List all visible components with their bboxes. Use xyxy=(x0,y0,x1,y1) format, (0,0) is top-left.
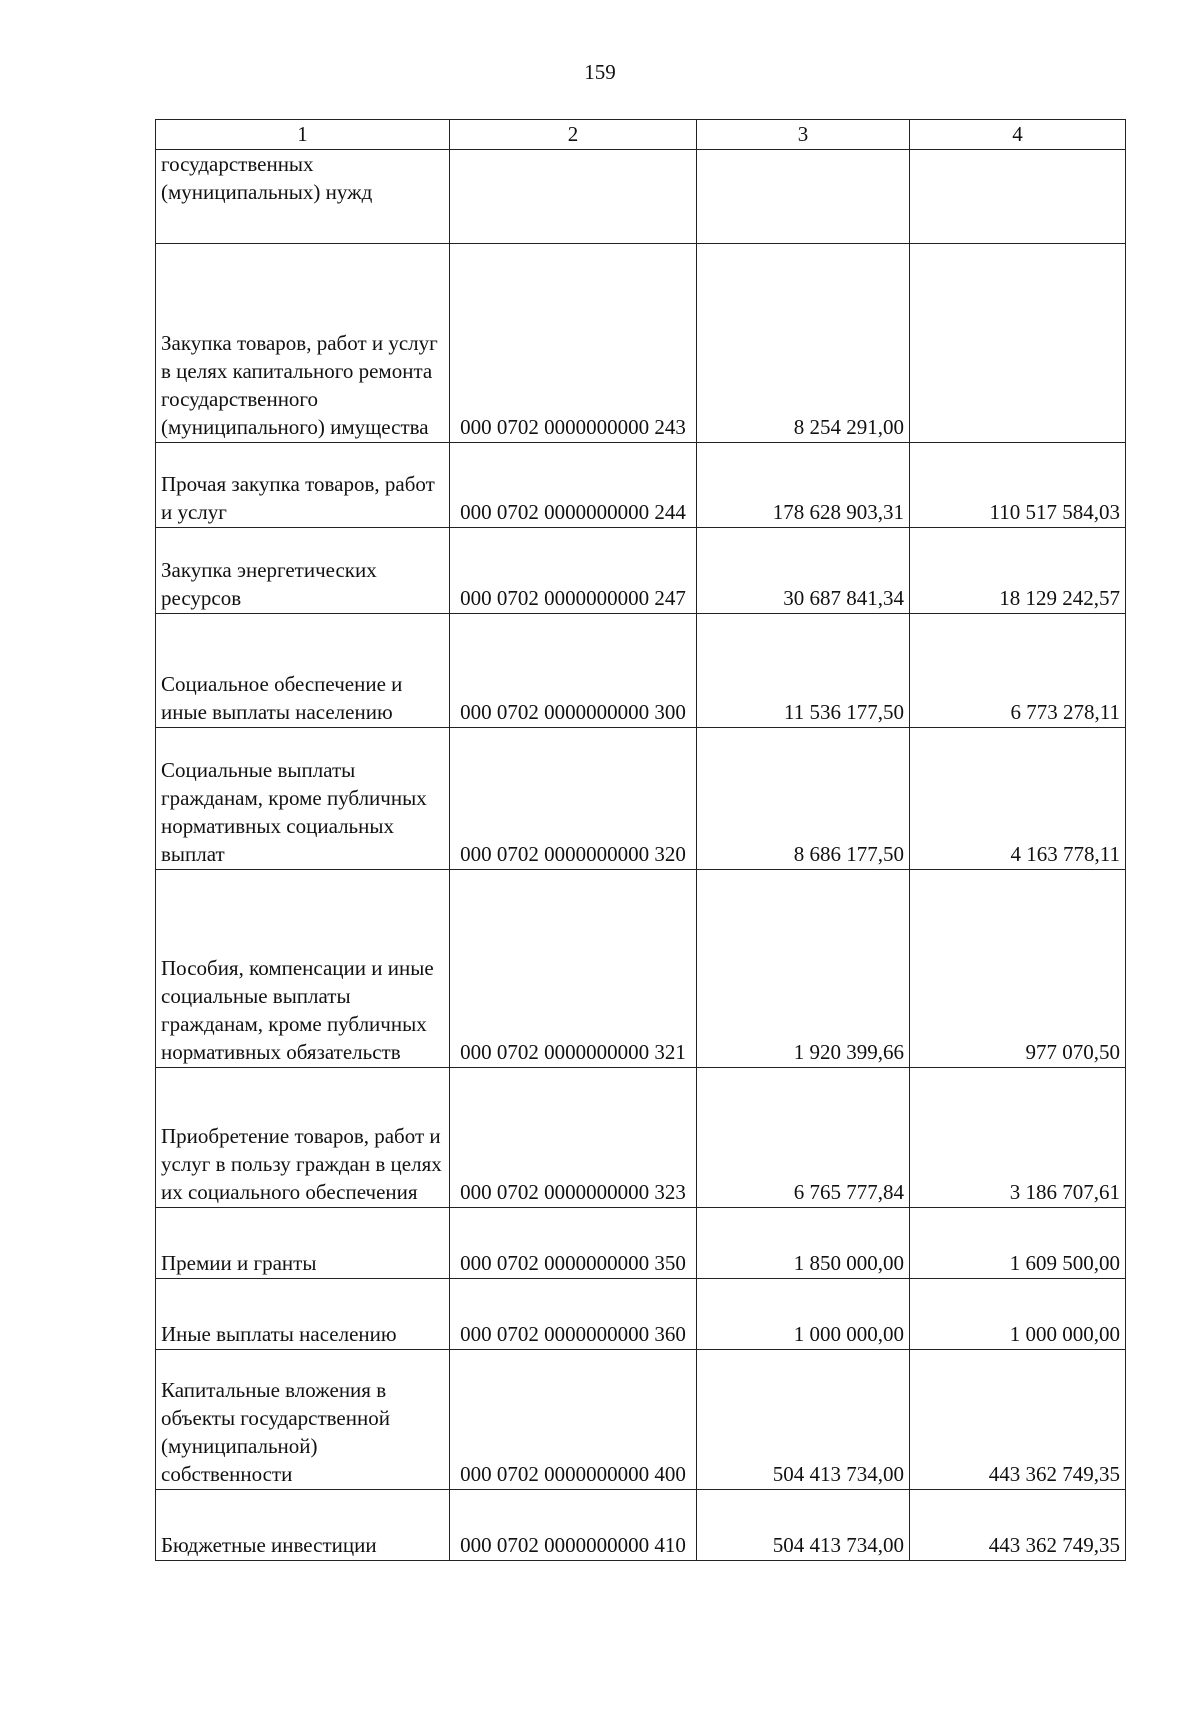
table-row xyxy=(156,1208,1126,1279)
table-row xyxy=(156,1068,1126,1208)
table-row xyxy=(156,1350,1126,1490)
row-code: 000 0702 0000000000 410 xyxy=(450,1490,697,1561)
table-row xyxy=(156,728,1126,870)
row-value: 504 413 734,00 xyxy=(697,1490,910,1561)
row-code: 000 0702 0000000000 300 xyxy=(450,614,697,728)
row-code: 000 0702 0000000000 323 xyxy=(450,1068,697,1208)
row-value: 178 628 903,31 xyxy=(697,443,910,528)
row-plan xyxy=(910,244,1126,443)
row-plan: 1 609 500,00 xyxy=(910,1208,1126,1279)
row-plan xyxy=(910,150,1126,244)
row-name: Закупка товаров, работ и услуг в целях капитального ремонта государственного (муниципального) имущества xyxy=(156,244,450,443)
row-code: 000 0702 0000000000 247 xyxy=(450,528,697,614)
row-code: 000 0702 0000000000 400 xyxy=(450,1350,697,1490)
table-row xyxy=(156,150,1126,244)
row-code: 000 0702 0000000000 320 xyxy=(450,728,697,870)
row-name: Пособия, компенсации и иные социальные выплаты гражданам, кроме публичных нормативных обязательств xyxy=(156,870,450,1068)
row-plan: 110 517 584,03 xyxy=(910,443,1126,528)
row-code: 000 0702 0000000000 321 xyxy=(450,870,697,1068)
row-plan: 6 773 278,11 xyxy=(910,614,1126,728)
row-code xyxy=(450,150,697,244)
row-name: Социальные выплаты гражданам, кроме публичных нормативных социальных выплат xyxy=(156,728,450,870)
row-plan: 4 163 778,11 xyxy=(910,728,1126,870)
row-value: 8 254 291,00 xyxy=(697,244,910,443)
row-name: Бюджетные инвестиции xyxy=(156,1490,450,1561)
column-header: 2 xyxy=(450,120,697,150)
page-number: 159 xyxy=(584,60,616,84)
row-value: 1 000 000,00 xyxy=(697,1279,910,1350)
row-plan: 1 000 000,00 xyxy=(910,1279,1126,1350)
row-name: Капитальные вложения в объекты государственной (муниципальной) собственности xyxy=(156,1350,450,1490)
row-value xyxy=(697,150,910,244)
row-code: 000 0702 0000000000 243 xyxy=(450,244,697,443)
column-header: 4 xyxy=(910,120,1126,150)
row-name: Прочая закупка товаров, работ и услуг xyxy=(156,443,450,528)
row-plan: 443 362 749,35 xyxy=(910,1490,1126,1561)
row-name: Иные выплаты населению xyxy=(156,1279,450,1350)
row-code: 000 0702 0000000000 360 xyxy=(450,1279,697,1350)
row-name: Социальное обеспечение и иные выплаты населению xyxy=(156,614,450,728)
table-row xyxy=(156,870,1126,1068)
row-value: 504 413 734,00 xyxy=(697,1350,910,1490)
table-row xyxy=(156,1490,1126,1561)
row-code: 000 0702 0000000000 244 xyxy=(450,443,697,528)
row-plan: 18 129 242,57 xyxy=(910,528,1126,614)
row-plan: 3 186 707,61 xyxy=(910,1068,1126,1208)
row-name: Премии и гранты xyxy=(156,1208,450,1279)
row-name: Приобретение товаров, работ и услуг в пользу граждан в целях их социального обеспечения xyxy=(156,1068,450,1208)
row-plan: 443 362 749,35 xyxy=(910,1350,1126,1490)
row-plan: 977 070,50 xyxy=(910,870,1126,1068)
row-value: 30 687 841,34 xyxy=(697,528,910,614)
row-value: 1 920 399,66 xyxy=(697,870,910,1068)
table-row xyxy=(156,1279,1126,1350)
row-value: 1 850 000,00 xyxy=(697,1208,910,1279)
row-name: Закупка энергетических ресурсов xyxy=(156,528,450,614)
row-code: 000 0702 0000000000 350 xyxy=(450,1208,697,1279)
table-header-row xyxy=(156,120,1126,150)
table-row xyxy=(156,614,1126,728)
budget-table xyxy=(155,119,1126,1561)
table-row xyxy=(156,443,1126,528)
table-row xyxy=(156,244,1126,443)
row-value: 8 686 177,50 xyxy=(697,728,910,870)
row-name: государственных (муниципальных) нужд xyxy=(156,150,450,244)
column-header: 3 xyxy=(697,120,910,150)
table-row xyxy=(156,528,1126,614)
row-value: 6 765 777,84 xyxy=(697,1068,910,1208)
row-value: 11 536 177,50 xyxy=(697,614,910,728)
column-header: 1 xyxy=(156,120,450,150)
